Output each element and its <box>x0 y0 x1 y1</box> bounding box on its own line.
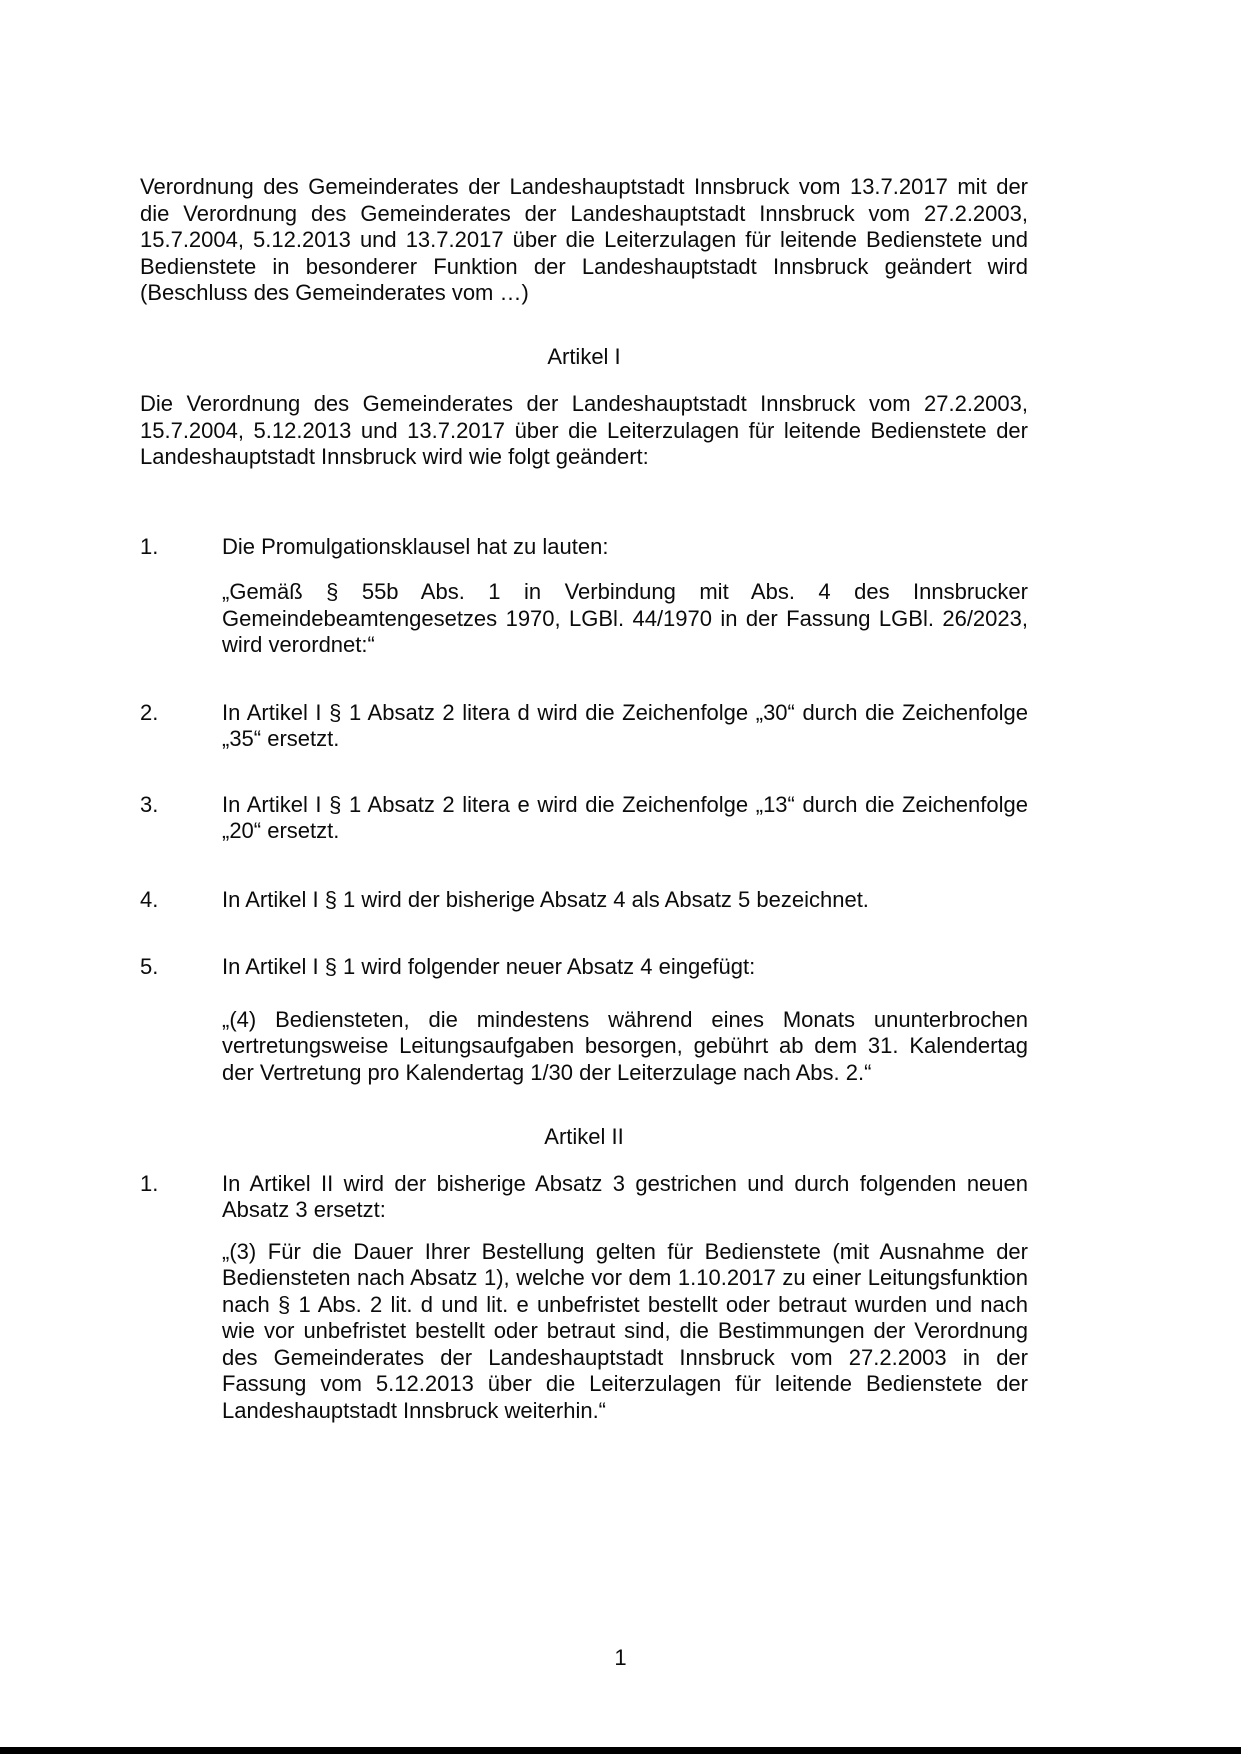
quoted-provision: „(3) Für die Dauer Ihrer Bestellung gelten für Bedienstete (mit Ausnahme der Bediensteten nach Absatz 1), welche vor dem 1.10.2017 zu einer Leitungsfunktion nach § 1 Abs. 2 lit. d und lit. e unbefristet bestellt oder betraut wurden und nach wie vor unbefristet bestellt oder betraut sind, die Bestimmungen der Verordnung des Gemeinderates der Landeshauptstadt Innsbruck vom 27.2.2003 in der Fassung vom 5.12.2013 über die Leiterzulagen für leitende Bedienstete der Landeshauptstadt Innsbruck weiterhin.“ <box>222 1238 1028 1423</box>
list-item-text: In Artikel I § 1 wird folgender neuer Absatz 4 eingefügt: <box>222 954 756 979</box>
list-item <box>140 792 1028 845</box>
article-2-heading: Artikel II <box>544 1124 624 1149</box>
list-item-text: In Artikel II wird der bisherige Absatz 3 gestrichen und durch folgenden neuen Absatz 3 ersetzt: <box>222 1170 1028 1222</box>
list-item-text: Die Promulgationsklausel hat zu lauten: <box>222 533 609 559</box>
list-item-text: In Artikel I § 1 Absatz 2 litera e wird die Zeichenfolge „13“ durch die Zeichenfolge „20“ ersetzt. <box>222 791 1028 843</box>
list-item <box>140 534 1028 561</box>
list-item-number: 3. <box>140 791 159 817</box>
list-item <box>140 1171 1028 1224</box>
list-item-number: 2. <box>140 699 159 725</box>
page-number: 1 <box>614 1645 627 1670</box>
list-item-text: In Artikel I § 1 Absatz 2 litera d wird die Zeichenfolge „30“ durch die Zeichenfolge „35“ ersetzt. <box>222 699 1028 751</box>
list-item <box>140 954 1028 981</box>
list-item-number: 1. <box>140 533 159 559</box>
list-item-number: 1. <box>140 1170 159 1196</box>
article-1-heading: Artikel I <box>547 343 621 369</box>
intro-paragraph: Verordnung des Gemeinderates der Landeshauptstadt Innsbruck vom 13.7.2017 mit der die Verordnung des Gemeinderates der Landeshauptstadt Innsbruck vom 27.2.2003, 15.7.2004, 5.12.2013 und 13.7.2017 über die Leiterzulagen für leitende Bedienstete und Bedienstete in besonderer Funktion der Landeshauptstadt Innsbruck geändert wird (Beschluss des Gemeinderates vom …) <box>140 174 1028 305</box>
list-item-number: 4. <box>140 886 159 912</box>
document-content <box>140 152 1028 1446</box>
quoted-provision: „Gemäß § 55b Abs. 1 in Verbindung mit Abs. 4 des Innsbrucker Gemeindebeamtengesetzes 1970, LGBl. 44/1970 in der Fassung LGBl. 26/2023, wird verordnet:“ <box>222 579 1028 657</box>
list-item <box>140 700 1028 753</box>
page-bottom-edge <box>0 1747 1241 1754</box>
quoted-provision: „(4) Bediensteten, die mindestens während eines Monats ununterbrochen vertretungsweise Leitungsaufgaben besorgen, gebührt ab dem 31. Kalendertag der Vertretung pro Kalendertag 1/30 der Leiterzulage nach Abs. 2.“ <box>222 1006 1028 1085</box>
list-item-number: 5. <box>140 954 159 979</box>
list-item <box>140 887 1028 914</box>
list-item-text: In Artikel I § 1 wird der bisherige Absatz 4 als Absatz 5 bezeichnet. <box>222 886 869 912</box>
article-1-lead-paragraph: Die Verordnung des Gemeinderates der Landeshauptstadt Innsbruck vom 27.2.2003, 15.7.2004, 5.12.2013 und 13.7.2017 über die Leiterzulagen für leitende Bedienstete der Landeshauptstadt Innsbruck wird wie folgt geändert: <box>140 391 1028 469</box>
